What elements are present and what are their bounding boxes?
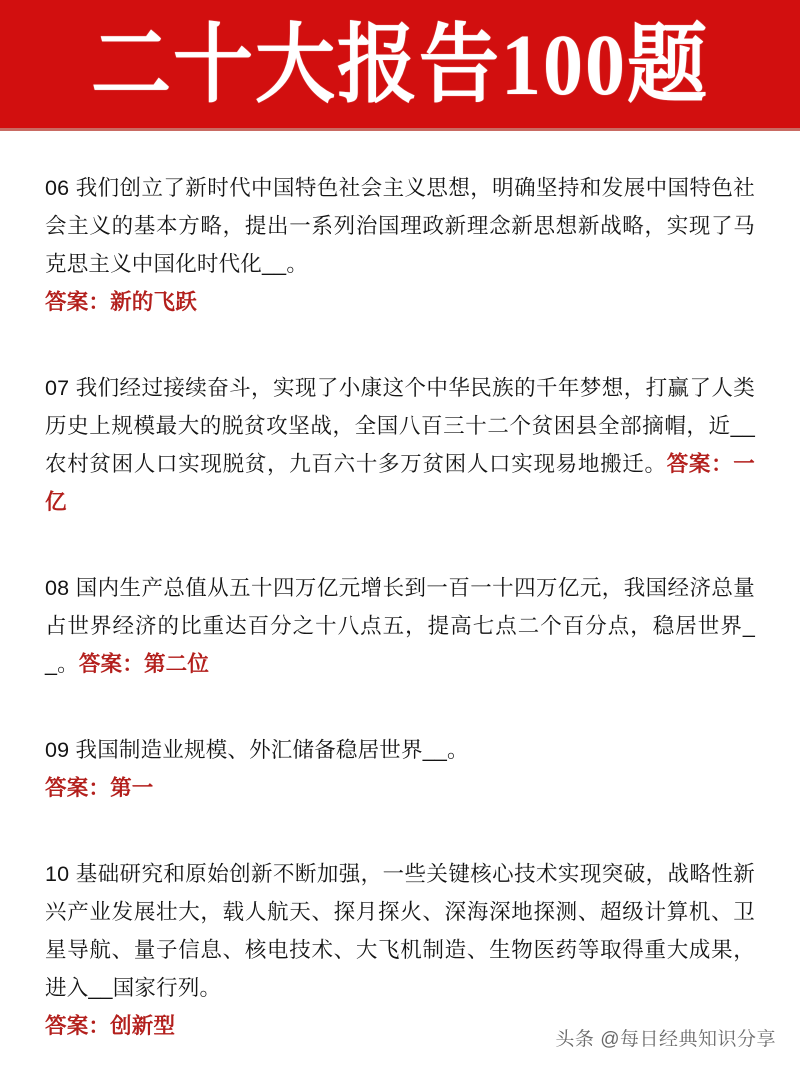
question-text: 10 基础研究和原始创新不断加强，一些关键核心技术实现突破，战略性新兴产业发展壮大，载人航天、探月探火、深海深地探测、超级计算机、卫星导航、量子信息、核电技术、大飞机制造、生物医药等取得重大成果，进入__国家行列。 (45, 862, 755, 1000)
question-list (0, 131, 800, 1045)
header-banner (0, 0, 800, 131)
page-title: 二十大报告100题 (91, 17, 709, 114)
qa-block (45, 569, 755, 683)
qa-block (45, 731, 755, 807)
answer-text: 答案：第二位 (78, 652, 210, 676)
answer-text: 答案：创新型 (45, 1014, 176, 1038)
answer-text: 答案：第一 (45, 776, 154, 800)
question-text: 06 我们创立了新时代中国特色社会主义思想，明确坚持和发展中国特色社会主义的基本方略，提出一系列治国理政新理念新思想新战略，实现了马克思主义中国化时代化__。 (45, 176, 755, 276)
qa-block (45, 169, 755, 321)
watermark-credit: 头条 @每日经典知识分享 (555, 1029, 776, 1050)
qa-block (45, 369, 755, 521)
question-text (45, 569, 755, 683)
answer-text: 答案：一亿 (45, 452, 755, 514)
question-body: 07 我们经过接续奋斗，实现了小康这个中华民族的千年梦想，打赢了人类历史上规模最大的脱贫攻坚战，全国八百三十二个贫困县全部摘帽，近__农村贫困人口实现脱贫，九百六十多万贫困人口实现易地搬迁。 (45, 376, 755, 476)
question-body: 08 国内生产总值从五十四万亿元增长到一百一十四万亿元，我国经济总量占世界经济的比重达百分之十八点五，提高七点二个百分点，稳居世界__。 (45, 576, 755, 676)
question-text (45, 369, 755, 521)
question-text: 09 我国制造业规模、外汇储备稳居世界__。 (45, 738, 469, 762)
qa-block (45, 855, 755, 1045)
answer-text: 答案：新的飞跃 (45, 290, 197, 314)
